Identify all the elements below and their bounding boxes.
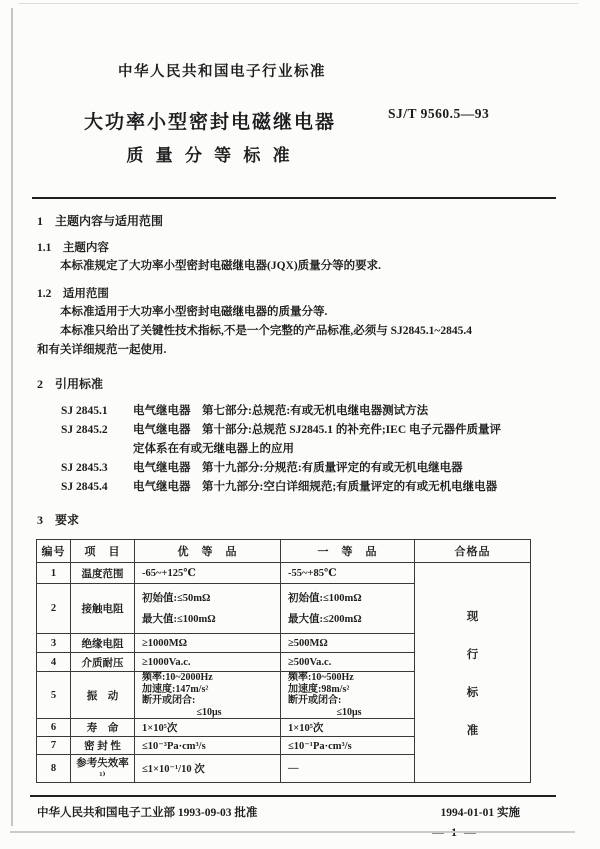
qualified-char: 准 — [466, 724, 479, 737]
scan-edge-bottom — [10, 831, 575, 833]
value-line: ≤10μs — [336, 706, 362, 718]
qualified-char: 现 — [466, 610, 479, 623]
value-line: 最大值:≤200mΩ — [288, 613, 362, 625]
cell-first-value: ≥500Va.c. — [281, 653, 415, 672]
qualified-char: 行 — [466, 648, 479, 661]
reference-code: SJ 2845.4 — [61, 481, 108, 493]
section-2-heading: 2 引用标准 — [37, 377, 104, 391]
header-rule — [32, 197, 556, 199]
table-row — [37, 563, 531, 584]
reference-item — [61, 459, 570, 478]
value-line: ≤10μs — [196, 706, 222, 718]
reference-code: SJ 2845.2 — [61, 424, 108, 436]
cell-premium-value — [135, 584, 281, 634]
cell-item: 绝缘电阻 — [71, 634, 135, 653]
col-header-first-grade: 一 等 品 — [281, 540, 415, 563]
cell-premium-value: ≥1000MΩ — [135, 634, 281, 653]
cell-first-value: — — [281, 755, 415, 783]
cell-premium-value: ≤1×10⁻¹/10 次 — [135, 755, 281, 783]
section-1-2-paragraph-2-line1: 本标准只给出了关键性技术指标,不是一个完整的产品标准,必须与 SJ2845.1~2845.4 — [60, 325, 472, 337]
cell-premium-value: ≥1000Va.c. — [135, 653, 281, 672]
value-line: 断开或闭合: — [288, 695, 342, 707]
reference-title-line1: 电气继电器 第十部分:总规范 SJ2845.1 的补充件;IEC 电子元器件质量评 — [133, 424, 502, 436]
cell-item: 参考失效率¹⁾ — [71, 755, 135, 783]
col-header-premium-grade: 优 等 品 — [135, 540, 281, 563]
section-1-1-heading: 1.1 主题内容 — [37, 242, 109, 254]
cell-first-value: ≥500MΩ — [281, 634, 415, 653]
reference-item — [61, 478, 570, 497]
scan-edge-top — [18, 3, 578, 4]
col-header-number: 编号 — [37, 540, 71, 563]
standard-org-label: 中华人民共和国电子行业标准 — [118, 64, 326, 80]
cell-item: 寿 命 — [71, 719, 135, 737]
reference-title: 电气继电器 第七部分:总规范:有或无机电继电器测试方法 — [133, 405, 429, 417]
cell-item: 接触电阻 — [71, 584, 135, 634]
cell-premium-value: ≤10⁻³Pa·cm³/s — [135, 737, 281, 755]
value-line: 最大值:≤100mΩ — [142, 613, 216, 625]
approval-note: 中华人民共和国电子工业部 1993-09-03 批准 — [37, 807, 258, 820]
cell-first-value — [281, 584, 415, 634]
cell-number: 4 — [37, 653, 71, 672]
footer-rule — [30, 795, 556, 797]
cell-number: 3 — [37, 634, 71, 653]
reference-item — [61, 421, 570, 459]
reference-title — [133, 421, 501, 459]
cell-item: 介质耐压 — [71, 653, 135, 672]
cell-first-value: ≤10⁻¹Pa·cm³/s — [281, 737, 415, 755]
value-line: 频率:10~2000Hz — [142, 672, 213, 683]
section-1-2-paragraph-2-line2: 和有关详细规范一起使用. — [37, 344, 167, 356]
cell-premium-value: 1×10⁵次 — [135, 719, 281, 737]
footer — [37, 804, 570, 820]
value-line: 加速度:147m/s² — [142, 683, 209, 695]
cell-item: 温度范围 — [71, 563, 135, 584]
requirements-table — [36, 539, 531, 783]
cell-first-value: -55~+85℃ — [281, 563, 415, 584]
cell-premium-value — [135, 672, 281, 719]
cell-number: 8 — [37, 755, 71, 783]
cell-number: 5 — [37, 672, 71, 719]
section-1-1-paragraph: 本标准规定了大功率小型密封电磁继电器(JQX)质量分等的要求. — [60, 260, 382, 272]
col-header-qualified: 合格品 — [415, 540, 531, 563]
qualified-vertical-text — [419, 608, 526, 738]
implementation-note: 1994-01-01 实施 — [440, 807, 520, 820]
cell-item: 振 动 — [71, 672, 135, 719]
reference-list — [61, 402, 570, 497]
cell-number: 6 — [37, 719, 71, 737]
reference-code: SJ 2845.3 — [61, 462, 108, 474]
reference-item — [61, 402, 570, 421]
cell-premium-value: -65~+125℃ — [135, 563, 281, 584]
section-1-heading: 1 主题内容与适用范围 — [37, 214, 164, 228]
standard-number: SJ/T 9560.5—93 — [388, 106, 490, 121]
cell-qualified-merged — [415, 563, 531, 783]
value-line: 初始值:≤100mΩ — [288, 592, 362, 604]
cell-item: 密 封 性 — [71, 737, 135, 755]
section-1-2-heading: 1.2 适用范围 — [37, 288, 109, 300]
reference-title-line2: 定体系在有或无继电器上的应用 — [133, 443, 294, 455]
value-line: 断开或闭合: — [142, 695, 196, 707]
cell-first-value: 1×10⁵次 — [281, 719, 415, 737]
qualified-char: 标 — [466, 686, 479, 699]
doc-title-line1: 大功率小型密封电磁继电器 — [83, 112, 336, 133]
reference-code: SJ 2845.1 — [61, 405, 108, 417]
value-line: 初始值:≤50mΩ — [142, 592, 211, 604]
reference-title: 电气继电器 第十九部分:分规范:有质量评定的有或无机电继电器 — [133, 462, 463, 474]
table-header-row — [37, 540, 531, 563]
doc-title-line2: 质 量 分 等 标 准 — [126, 146, 294, 165]
scan-edge-left — [11, 8, 13, 826]
section-3-heading: 3 要求 — [37, 513, 80, 527]
value-line: 频率:10~500Hz — [288, 672, 354, 683]
cell-number: 2 — [37, 584, 71, 634]
cell-number: 1 — [37, 563, 71, 584]
col-header-item: 项 目 — [71, 540, 135, 563]
cell-number: 7 — [37, 737, 71, 755]
cell-first-value — [281, 672, 415, 719]
section-1-2-paragraph-1: 本标准适用于大功率小型密封电磁继电器的质量分等. — [60, 306, 328, 318]
value-line: 加速度:98m/s² — [288, 683, 350, 695]
reference-title: 电气继电器 第十九部分:空白详细规范;有质量评定的有或无机电继电器 — [133, 481, 498, 493]
